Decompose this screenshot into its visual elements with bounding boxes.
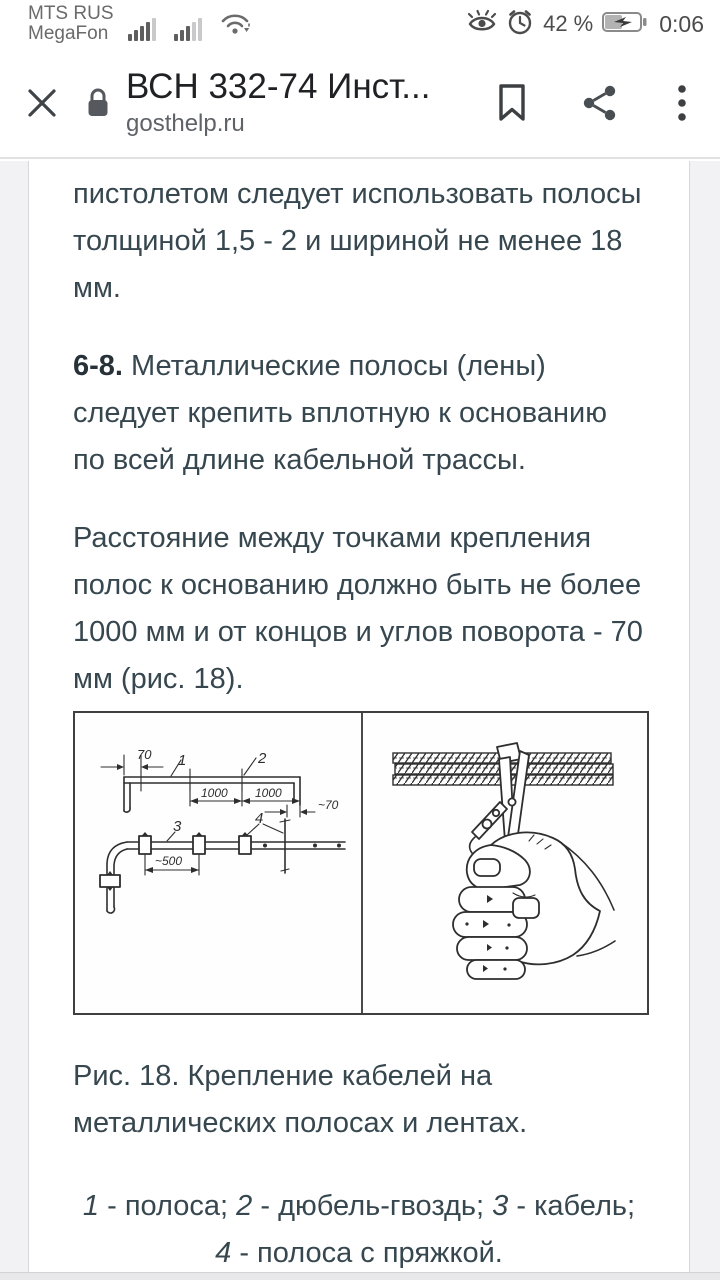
- bookmark-button[interactable]: [468, 53, 556, 153]
- page-margin-left: [0, 161, 28, 1280]
- paragraph-strip-width: пистолетом следует использовать полосы толщиной 1,5 - 2 и шириной не менее 18 мм.: [73, 178, 642, 304]
- close-icon: [25, 86, 59, 120]
- wifi-icon: [220, 8, 252, 41]
- svg-text:1: 1: [178, 752, 187, 769]
- alarm-clock-icon: [506, 8, 534, 41]
- secure-lock-icon: [84, 85, 112, 121]
- article-content: [28, 161, 690, 1280]
- clock-label: 0:06: [659, 10, 704, 37]
- three-dot-menu-icon: [677, 83, 687, 123]
- page-title: ВСН 332-74 Инст...: [126, 67, 431, 106]
- close-tab-button[interactable]: [0, 86, 84, 120]
- svg-text:~500: ~500: [155, 854, 183, 868]
- browser-toolbar: [0, 48, 720, 159]
- status-bar: [0, 0, 720, 48]
- share-button[interactable]: [556, 53, 644, 153]
- battery-charging-icon: [602, 10, 648, 39]
- overflow-menu-button[interactable]: [644, 53, 720, 153]
- figure-right-panel-hand-tool-drawing: [361, 713, 647, 1013]
- carrier-labels: [28, 4, 114, 44]
- bookmark-icon: [496, 83, 528, 123]
- battery-percent-label: 42 %: [543, 11, 594, 36]
- svg-text:~70: ~70: [318, 798, 339, 812]
- signal-strength-icon-sim1: [128, 17, 156, 41]
- share-icon: [582, 84, 618, 122]
- url-title-area[interactable]: [84, 67, 468, 138]
- svg-text:1000: 1000: [201, 786, 228, 800]
- svg-text:4: 4: [255, 810, 264, 827]
- clause-number: 6-8.: [73, 350, 123, 382]
- next-section-edge: [0, 1272, 720, 1280]
- paragraph-6-8: 6-8. Металлические полосы (лены) следует крепить вплотную к основанию по всей длине кабельной трассы.: [73, 350, 607, 476]
- figure-left-panel-strip-drawing: [75, 713, 361, 1013]
- carrier-line1: MTS RUS: [28, 3, 114, 24]
- eye-comfort-icon: [467, 9, 497, 40]
- svg-text:70: 70: [137, 747, 152, 762]
- carrier-line2: MegaFon: [28, 23, 109, 44]
- signal-strength-icon-sim2: [174, 17, 202, 41]
- svg-text:1000: 1000: [255, 786, 282, 800]
- page-domain: gosthelp.ru: [126, 110, 245, 137]
- svg-text:3: 3: [173, 818, 182, 835]
- figure-18-image: [73, 711, 649, 1015]
- svg-text:2: 2: [258, 750, 267, 767]
- figure-legend: 1 - полоса; 2 - дюбель-гвоздь; 3 - кабель; 4 - полоса с пряжкой.: [82, 1190, 636, 1269]
- figure-caption: Рис. 18. Крепление кабелей на металлических полосах и лентах.: [73, 1060, 528, 1139]
- paragraph-distance: Расстояние между точками крепления полос к основанию должно быть не более 1000 мм и от концов и углов поворота - 70 мм (рис. 18).: [73, 522, 643, 695]
- page-margin-right: [690, 161, 720, 1280]
